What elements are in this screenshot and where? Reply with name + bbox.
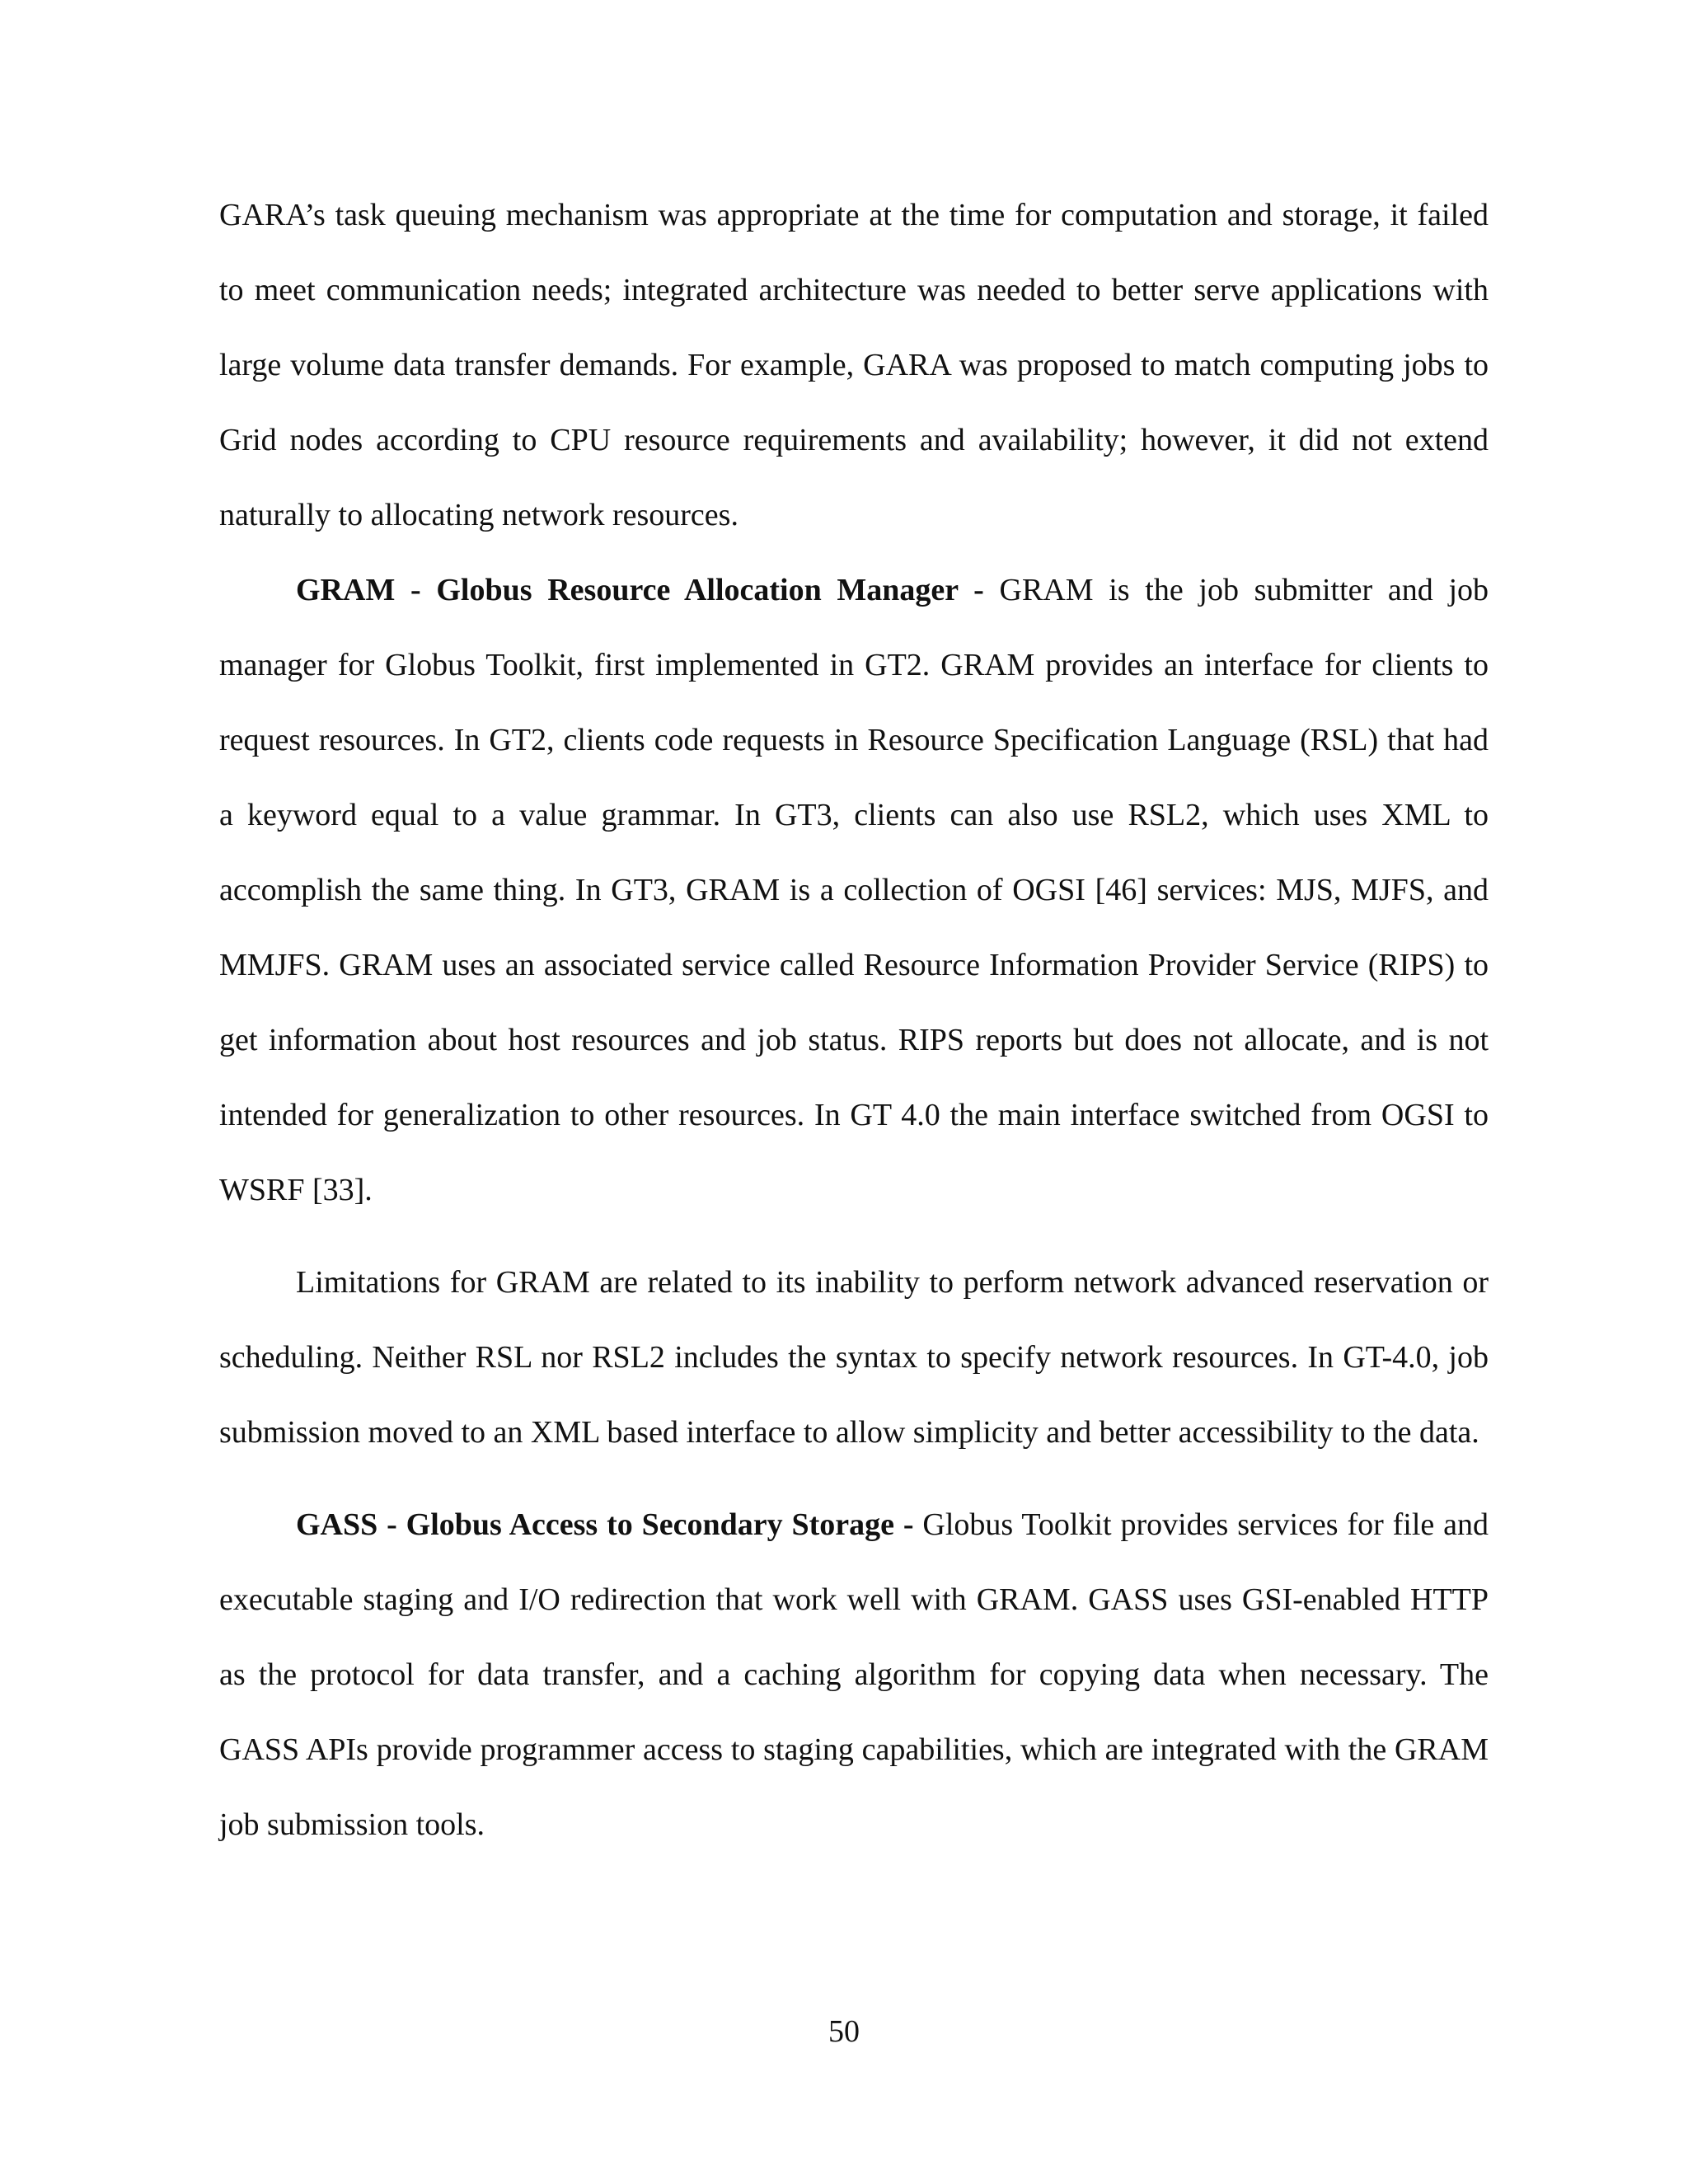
paragraph-text: GRAM is the job submitter and job manager for Globus Toolkit, first implemented in GT2. GRAM provides an interface for clients to request resources. In GT2, clients code requests in Resource Specification Language (RSL) that had a keyword equal to a value grammar. In GT3, clients can also use RSL2, which uses XML to accomplish the same thing. In GT3, GRAM is a collection of OGSI [46] services: MJS, MJFS, and MMJFS. GRAM uses an associated service called Resource Information Provider Service (RIPS) to get information about host resources and job status. RIPS reports but does not allocate, and is not intended for generalization to other resources. In GT 4.0 the main interface switched from OGSI to WSRF [33]. [219,573,1489,1207]
paragraph-text: Limitations for GRAM are related to its inability to perform network advanced reservation or scheduling. Neither RSL nor RSL2 includes the syntax to specify network resources. In GT-4.0, job submission moved to an XML based interface to allow simplicity and better accessibility to the data. [219,1265,1489,1450]
paragraph-gram-limitations [219,1245,1489,1470]
term-heading-gram: GRAM - Globus Resource Allocation Manager - [296,573,984,607]
page-number: 50 [828,2014,860,2049]
term-heading-gass: GASS - Globus Access to Secondary Storage - [296,1507,914,1542]
paragraph-gass [219,1488,1489,1863]
paragraph-gara-continued [219,178,1489,553]
paragraph-text: Globus Toolkit provides services for file and executable staging and I/O redirection that work well with GRAM. GASS uses GSI-enabled HTTP as the protocol for data transfer, and a caching algorithm for copying data when necessary. The GASS APIs provide programmer access to staging capabilities, which are integrated with the GRAM job submission tools. [219,1507,1489,1842]
paragraph-gram [219,553,1489,1228]
paragraph-text: GARA’s task queuing mechanism was appropriate at the time for computation and storage, it failed to meet communication needs; integrated architecture was needed to better serve applications with large volume data transfer demands. For example, GARA was proposed to match computing jobs to Grid nodes according to CPU resource requirements and availability; however, it did not extend naturally to allocating network resources. [219,198,1489,532]
body-text [219,178,1489,1863]
